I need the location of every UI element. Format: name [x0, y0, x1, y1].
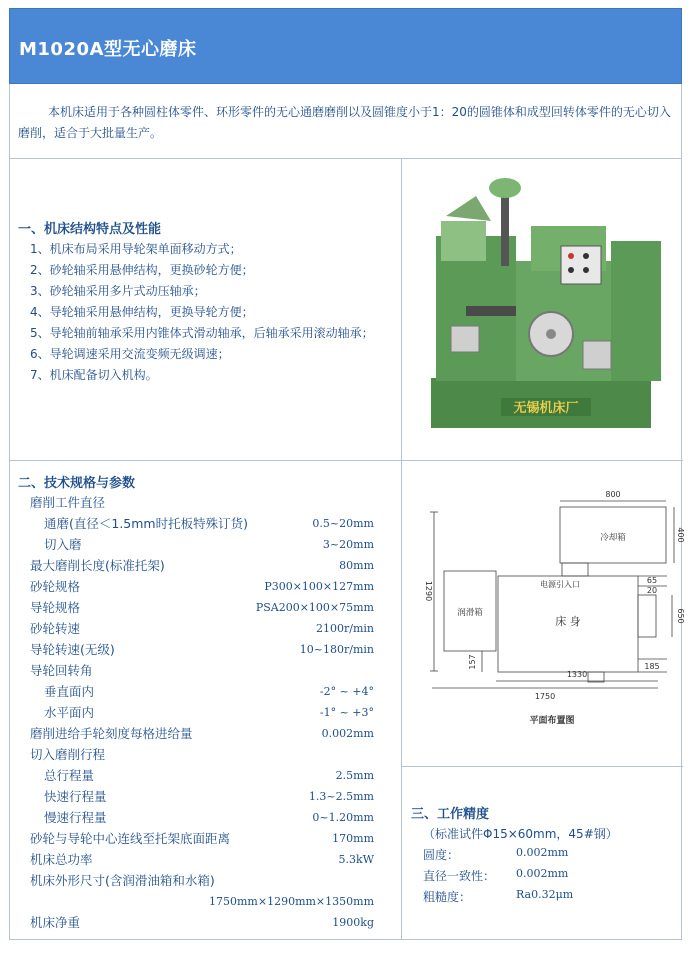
- spec-label: 机床外形尺寸(含润滑油箱和水箱): [30, 873, 215, 888]
- spec-row: [30, 912, 374, 933]
- feature-item: 7、机床配备切入机构。: [30, 368, 158, 382]
- precision-value: 0.002mm: [516, 867, 569, 880]
- spec-value: 170mm: [332, 832, 374, 845]
- spec-label: 磨削工件直径: [30, 495, 106, 510]
- precision-title: 三、工作精度: [411, 807, 490, 822]
- dim-65: 65: [646, 576, 658, 585]
- machine-photo: [411, 166, 675, 432]
- spec-value: 1.3~2.5mm: [308, 790, 374, 803]
- lube-tank-label: 润滑箱: [457, 608, 483, 618]
- precision-note: （标准试件Φ15×60mm，45#钢）: [423, 827, 618, 841]
- coolant-tank-label: 冷却箱: [600, 533, 626, 543]
- dim-400: 400: [676, 527, 685, 543]
- power-inlet-label: 电源引入口: [540, 580, 580, 589]
- dim-1750: 1750: [534, 692, 556, 701]
- spec-value: 1750mm×1290mm×1350mm: [209, 895, 374, 908]
- spec-row: [30, 513, 374, 534]
- spec-row: [30, 660, 374, 681]
- precision-row: [423, 846, 569, 863]
- spec-label: 砂轮与导轮中心连线至托架底面距离: [30, 831, 231, 846]
- dim-185: 185: [644, 662, 660, 671]
- precision-value: 0.002mm: [516, 846, 569, 859]
- spec-value: PSA200×100×75mm: [255, 601, 374, 614]
- feature-item: 5、导轮轴前轴承采用内锥体式滑动轴承，后轴承采用滚动轴承；: [30, 326, 374, 340]
- spec-label: 切入磨: [44, 537, 82, 552]
- spec-label: 机床总功率: [30, 852, 93, 867]
- spec-row: [30, 555, 374, 576]
- spec-value: 0.002mm: [321, 727, 374, 740]
- spec-row: [30, 681, 374, 702]
- precision-label: 直径一致性：: [423, 869, 496, 883]
- spec-row: [30, 534, 374, 555]
- spec-value: 0~1.20mm: [312, 811, 374, 824]
- precision-label: 粗糙度：: [423, 890, 472, 904]
- spec-row: [30, 891, 374, 912]
- spec-row: [30, 786, 374, 807]
- spec-label: 机床净重: [30, 915, 81, 930]
- plan-caption: 平面布置图: [529, 716, 575, 726]
- spec-row: [30, 597, 374, 618]
- spec-row: [30, 639, 374, 660]
- feature-item: 2、砂轮轴采用悬伸结构，更换砂轮方便；: [30, 263, 254, 277]
- spec-value: P300×100×127mm: [264, 580, 374, 593]
- features-list: [30, 239, 400, 386]
- spec-label: 切入磨削行程: [30, 747, 106, 762]
- spec-value: 2.5mm: [335, 769, 374, 782]
- spec-label: 最大磨削长度(标准托架): [30, 558, 165, 573]
- spec-label: 慢速行程量: [44, 810, 107, 825]
- spec-label: 水平面内: [44, 705, 95, 720]
- spec-label: 垂直面内: [44, 684, 95, 699]
- spec-label: 砂轮转速: [30, 621, 81, 636]
- spec-value: 0.5~20mm: [312, 517, 374, 530]
- spec-value: 10~180r/min: [299, 643, 374, 656]
- spec-value: 1900kg: [332, 916, 374, 929]
- spec-row: [30, 618, 374, 639]
- spec-label: 磨削进给手轮刻度每格进给量: [30, 726, 193, 741]
- spec-row: [30, 870, 374, 891]
- content-table: [9, 159, 685, 940]
- spec-row: [30, 492, 374, 513]
- feature-item: 4、导轮轴采用悬伸结构，更换导轮方便；: [30, 305, 254, 319]
- precision-value: Ra0.32μm: [516, 888, 574, 901]
- precision-row: [423, 888, 574, 905]
- spec-value: 5.3kW: [338, 853, 374, 866]
- row-divider-right: [401, 766, 683, 767]
- precision-label: 圆度：: [423, 848, 460, 862]
- spec-row: [30, 744, 374, 765]
- spec-value: 3~20mm: [322, 538, 374, 551]
- spec-value: 2100r/min: [316, 622, 374, 635]
- dim-800: 800: [605, 490, 621, 499]
- spec-row: [30, 849, 374, 870]
- spec-row: [30, 828, 374, 849]
- dim-650: 650: [676, 608, 685, 624]
- feature-item: 6、导轮调速采用交流变频无级调速；: [30, 347, 230, 361]
- page-title: M1020A型无心磨床: [19, 39, 197, 60]
- dim-157: 157: [468, 654, 477, 670]
- spec-label: 通磨(直径＜1.5mm时托板特殊订货): [44, 516, 248, 531]
- machine-bed-label: 床 身: [555, 615, 581, 628]
- spec-row: [30, 576, 374, 597]
- feature-item: 3、砂轮轴采用多片式动压轴承；: [30, 284, 206, 298]
- intro-text: 本机床适用于各种圆柱体零件、环形零件的无心通磨磨削以及圆锥度小于1：20的圆锥体和成型回转体零件的无心切入磨削，适合于大批量生产。: [18, 105, 671, 140]
- spec-label: 导轮规格: [30, 600, 81, 615]
- floor-plan-diagram: [402, 459, 683, 739]
- features-title: 一、机床结构特点及性能: [18, 222, 162, 237]
- title-bar: [9, 8, 682, 84]
- spec-label: 快速行程量: [44, 789, 107, 804]
- spec-label: 总行程量: [44, 768, 95, 783]
- spec-row: [30, 765, 374, 786]
- spec-value: -2° ~ +4°: [319, 685, 374, 698]
- spec-label: 导轮转速(无级): [30, 642, 115, 657]
- spec-value: -1° ~ +3°: [319, 706, 374, 719]
- spec-row: [30, 723, 374, 744]
- precision-row: [423, 867, 569, 884]
- spec-row: [30, 702, 374, 723]
- specs-title: 二、技术规格与参数: [18, 476, 136, 491]
- spec-label: 导轮回转角: [30, 663, 93, 678]
- intro-section: [9, 84, 682, 159]
- dim-1290: 1290: [424, 580, 433, 602]
- spec-label: 砂轮规格: [30, 579, 81, 594]
- feature-item: 1、机床布局采用导轮架单面移动方式；: [30, 242, 242, 256]
- dim-1330: 1330: [566, 670, 588, 679]
- dim-20: 20: [646, 586, 658, 595]
- spec-row: [30, 807, 374, 828]
- spec-value: 80mm: [339, 559, 374, 572]
- nameplate-text: 无锡机床厂: [513, 401, 579, 416]
